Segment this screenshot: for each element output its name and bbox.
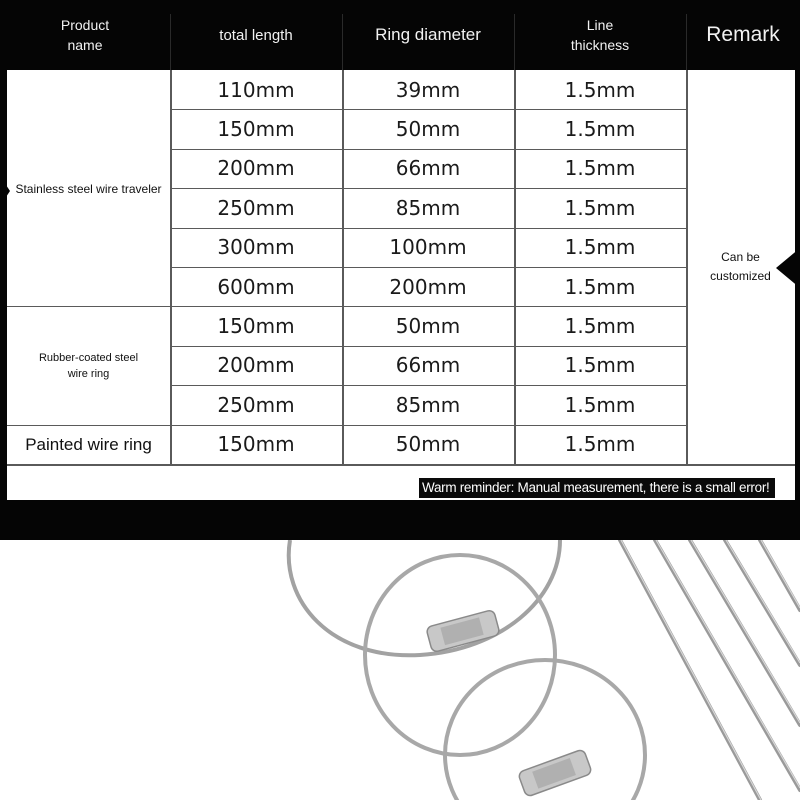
table-cell-thickness: 1.5mm	[564, 314, 636, 339]
warm-reminder	[419, 478, 775, 498]
table-cell-diameter: 50mm	[395, 117, 461, 142]
table-cell-thickness: 1.5mm	[564, 195, 636, 220]
table-cell-diameter: 100mm	[389, 235, 467, 260]
table-cell-length: 200mm	[217, 353, 295, 378]
table-cell-thickness: 1.5mm	[564, 235, 636, 260]
table-cell-length: 150mm	[217, 432, 295, 457]
header-total-length	[170, 0, 342, 70]
group-label: Painted wire ring	[25, 434, 152, 454]
table-cell-thickness: 1.5mm	[564, 353, 636, 378]
group-name-stainless	[7, 70, 170, 307]
warm-reminder-text: Warm reminder: Manual measurement, there is a small error!	[422, 480, 770, 495]
group-name-painted	[7, 425, 170, 464]
table-cell-thickness: 1.5mm	[564, 392, 636, 417]
group-label: Stainless steel wire traveler	[15, 181, 162, 196]
remark-label: Can be customized	[710, 250, 771, 283]
table-cell-length: 200mm	[217, 156, 295, 181]
table-cell-thickness: 1.5mm	[564, 117, 636, 142]
table-cell-diameter: 66mm	[395, 353, 461, 378]
grid-line	[7, 464, 795, 466]
table-cell-diameter: 50mm	[395, 432, 461, 457]
product-photo-wire-rings	[0, 540, 800, 800]
table-cell-diameter: 85mm	[395, 195, 461, 220]
right-arrow-icon	[776, 248, 800, 288]
group-name-rubber-coated	[7, 307, 170, 425]
header-line-thickness	[514, 0, 686, 70]
table-cell-length: 250mm	[217, 392, 295, 417]
header-ring-diameter	[342, 0, 514, 70]
left-arrow-icon	[0, 176, 10, 206]
header-total-length-label: total length	[219, 26, 293, 44]
group-label: Rubber-coated steel wire ring	[38, 352, 139, 380]
table-cell-length: 250mm	[217, 195, 295, 220]
header-line-thickness-label: Line thickness	[570, 17, 630, 53]
table-cell-length: 150mm	[217, 314, 295, 339]
table-cell-length: 600mm	[217, 274, 295, 299]
table-cell-thickness: 1.5mm	[564, 274, 636, 299]
table-cell-length: 150mm	[217, 117, 295, 142]
header-remark	[686, 0, 800, 70]
table-cell-length: 300mm	[217, 235, 295, 260]
header-ring-diameter-label: Ring diameter	[375, 25, 481, 44]
spec-table-body	[7, 70, 795, 500]
header-product-name-label: Product name	[60, 17, 110, 53]
table-cell-thickness: 1.5mm	[564, 156, 636, 181]
header-product-name	[0, 0, 170, 70]
table-cell-diameter: 66mm	[395, 156, 461, 181]
table-cell-thickness: 1.5mm	[564, 77, 636, 102]
table-cell-diameter: 200mm	[389, 274, 467, 299]
table-cell-length: 110mm	[217, 77, 295, 102]
table-cell-thickness: 1.5mm	[564, 432, 636, 457]
table-cell-diameter: 50mm	[395, 314, 461, 339]
table-cell-diameter: 39mm	[395, 77, 461, 102]
header-remark-label: Remark	[706, 23, 780, 46]
table-cell-diameter: 85mm	[395, 392, 461, 417]
